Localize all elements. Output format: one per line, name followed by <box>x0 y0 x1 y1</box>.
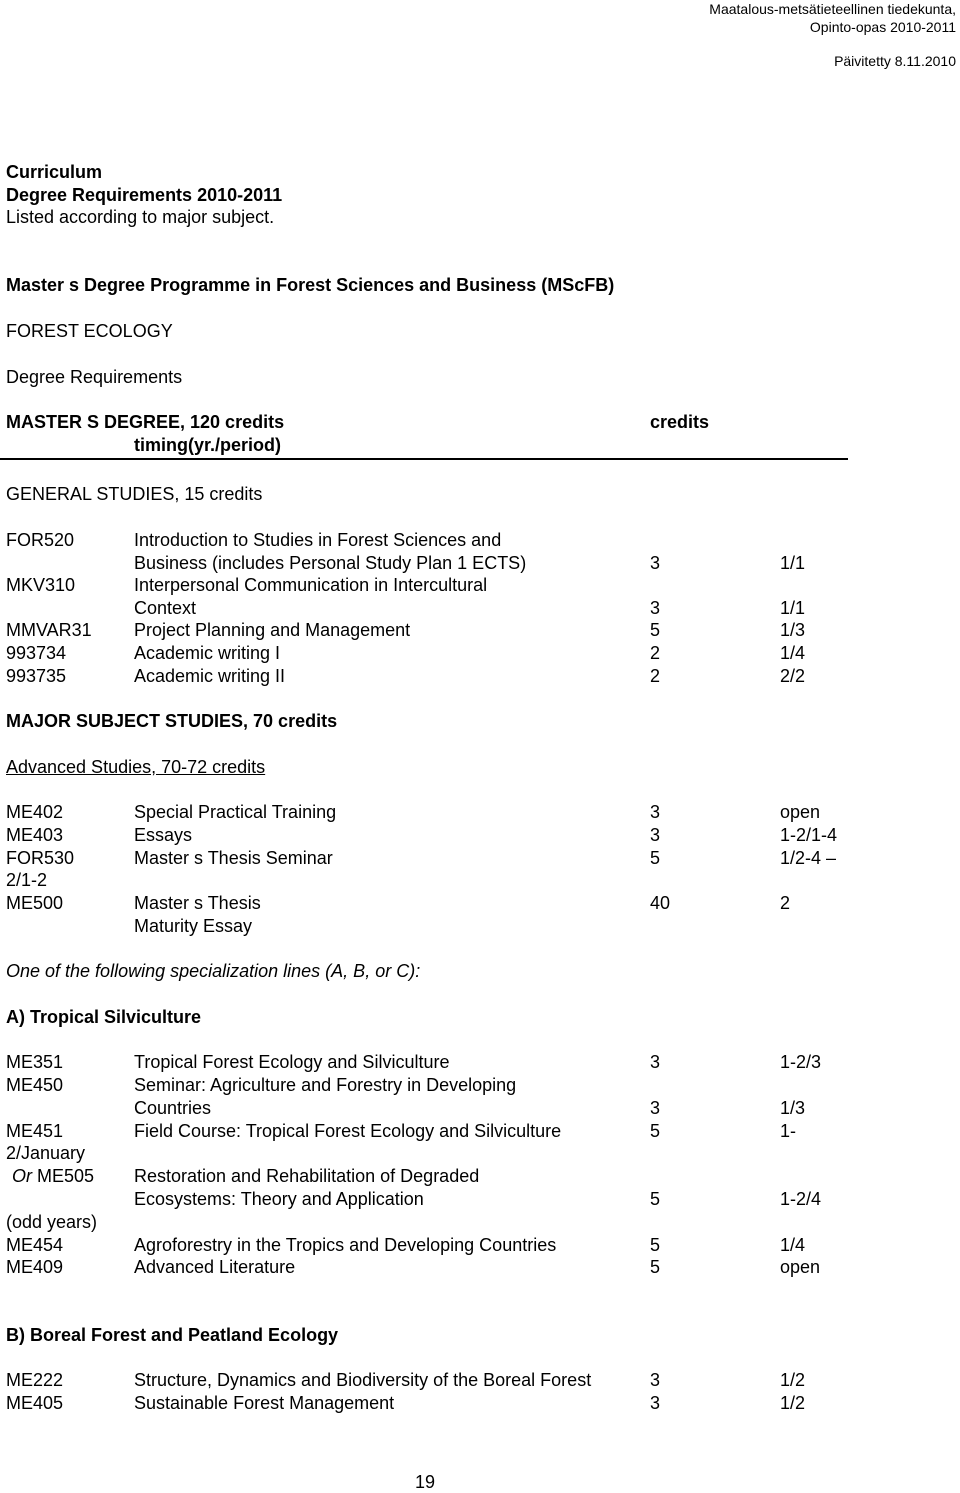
course-code: ME351 <box>6 1052 64 1072</box>
course-title-cont: Maturity Essay <box>134 916 253 936</box>
course-timing: 2 <box>780 893 791 913</box>
course-title: Agroforestry in the Tropics and Developing Countries <box>134 1235 557 1255</box>
course-timing-wrap: 2/January <box>6 1143 86 1163</box>
faculty-header: Maatalous-metsätieteellinen tiedekunta, <box>709 1 956 17</box>
course-code <box>12 1165 94 1187</box>
timing-column-header: timing(yr./period) <box>134 435 282 455</box>
course-code: ME454 <box>6 1235 64 1255</box>
course-credits: 3 <box>650 802 661 822</box>
course-title: Sustainable Forest Management <box>134 1393 395 1413</box>
course-code: ME405 <box>6 1393 64 1413</box>
specialization-note: One of the following specialization lines (A, B, or C): <box>6 961 421 981</box>
course-code: ME450 <box>6 1075 64 1095</box>
or-label: Or <box>12 1166 32 1186</box>
major-studies-heading: MAJOR SUBJECT STUDIES, 70 credits <box>6 711 338 731</box>
programme-title: Master s Degree Programme in Forest Sciences and Business (MScFB) <box>6 275 615 295</box>
course-credits: 3 <box>650 1098 661 1118</box>
course-timing: 1/2-4 – <box>780 848 837 868</box>
course-title: Structure, Dynamics and Biodiversity of the Boreal Forest <box>134 1370 592 1390</box>
page-number: 19 <box>414 1472 436 1492</box>
course-credits: 3 <box>650 598 661 618</box>
course-credits: 5 <box>650 620 661 640</box>
course-credits: 3 <box>650 553 661 573</box>
course-code: MKV310 <box>6 575 76 595</box>
course-timing: 1/1 <box>780 598 806 618</box>
course-title: Master s Thesis Seminar <box>134 848 333 868</box>
course-title: Seminar: Agriculture and Forestry in Developing <box>134 1075 517 1095</box>
course-timing: 1-2/1-4 <box>780 825 838 845</box>
course-credits: 2 <box>650 666 661 686</box>
course-title: Introduction to Studies in Forest Sciences and <box>134 530 502 550</box>
course-timing: open <box>780 802 821 822</box>
course-credits: 5 <box>650 848 661 868</box>
course-credits: 3 <box>650 1393 661 1413</box>
course-code: ME402 <box>6 802 64 822</box>
course-credits: 3 <box>650 825 661 845</box>
degree-requirements-year: Degree Requirements 2010-2011 <box>6 185 283 205</box>
course-credits: 3 <box>650 1052 661 1072</box>
course-code: 993735 <box>6 666 67 686</box>
updated-date: Päivitetty 8.11.2010 <box>834 53 956 69</box>
course-timing-wrap: (odd years) <box>6 1212 98 1232</box>
course-title: Advanced Literature <box>134 1257 296 1277</box>
course-code: FOR530 <box>6 848 75 868</box>
course-credits: 5 <box>650 1257 661 1277</box>
course-code: 993734 <box>6 643 67 663</box>
course-timing-wrap: 2/1-2 <box>6 870 48 890</box>
course-title: Project Planning and Management <box>134 620 411 640</box>
course-credits: 5 <box>650 1121 661 1141</box>
course-timing: 1/2 <box>780 1370 806 1390</box>
course-code: ME222 <box>6 1370 64 1390</box>
course-credits: 3 <box>650 1370 661 1390</box>
advanced-studies-heading: Advanced Studies, 70-72 credits <box>6 757 266 777</box>
course-credits: 2 <box>650 643 661 663</box>
course-title: Field Course: Tropical Forest Ecology and Silviculture <box>134 1121 562 1141</box>
course-title: Essays <box>134 825 193 845</box>
course-timing: 1/1 <box>780 553 806 573</box>
course-timing: 1-2/4 <box>780 1189 822 1209</box>
course-code: MMVAR31 <box>6 620 92 640</box>
course-title-cont: Ecosystems: Theory and Application <box>134 1189 424 1209</box>
course-timing: 2/2 <box>780 666 806 686</box>
course-title: Master s Thesis <box>134 893 261 913</box>
major-title: FOREST ECOLOGY <box>6 321 173 341</box>
line-b-heading: B) Boreal Forest and Peatland Ecology <box>6 1325 339 1345</box>
listing-note: Listed according to major subject. <box>6 207 275 227</box>
line-a-heading: A) Tropical Silviculture <box>6 1007 202 1027</box>
guide-header: Opinto-opas 2010-2011 <box>809 19 956 35</box>
course-title: Academic writing II <box>134 666 286 686</box>
course-timing: 1-2/3 <box>780 1052 822 1072</box>
course-title: Interpersonal Communication in Intercultural <box>134 575 488 595</box>
course-credits: 40 <box>650 893 671 913</box>
course-title-cont: Context <box>134 598 197 618</box>
course-title: Special Practical Training <box>134 802 337 822</box>
course-title: Academic writing I <box>134 643 281 663</box>
course-timing: 1/4 <box>780 643 806 663</box>
course-code-value: ME505 <box>37 1166 95 1186</box>
course-title: Restoration and Rehabilitation of Degraded <box>134 1166 480 1186</box>
course-timing: 1/2 <box>780 1393 806 1413</box>
degree-requirements-label: Degree Requirements <box>6 367 183 387</box>
course-code: ME403 <box>6 825 64 845</box>
course-timing: open <box>780 1257 821 1277</box>
header-rule <box>0 458 848 460</box>
course-timing: 1- <box>780 1121 797 1141</box>
course-code: ME409 <box>6 1257 64 1277</box>
course-title-cont: Business (includes Personal Study Plan 1 ECTS) <box>134 553 527 573</box>
course-title: Tropical Forest Ecology and Silviculture <box>134 1052 450 1072</box>
course-timing: 1/3 <box>780 1098 806 1118</box>
course-code: ME451 <box>6 1121 64 1141</box>
course-code: ME500 <box>6 893 64 913</box>
course-credits: 5 <box>650 1189 661 1209</box>
degree-credits-header: MASTER S DEGREE, 120 credits <box>6 412 285 432</box>
curriculum-heading: Curriculum <box>6 162 103 182</box>
course-credits: 5 <box>650 1235 661 1255</box>
course-timing: 1/4 <box>780 1235 806 1255</box>
course-code: FOR520 <box>6 530 75 550</box>
course-title-cont: Countries <box>134 1098 212 1118</box>
credits-column-header: credits <box>650 412 710 432</box>
course-timing: 1/3 <box>780 620 806 640</box>
general-studies-heading: GENERAL STUDIES, 15 credits <box>6 484 263 504</box>
